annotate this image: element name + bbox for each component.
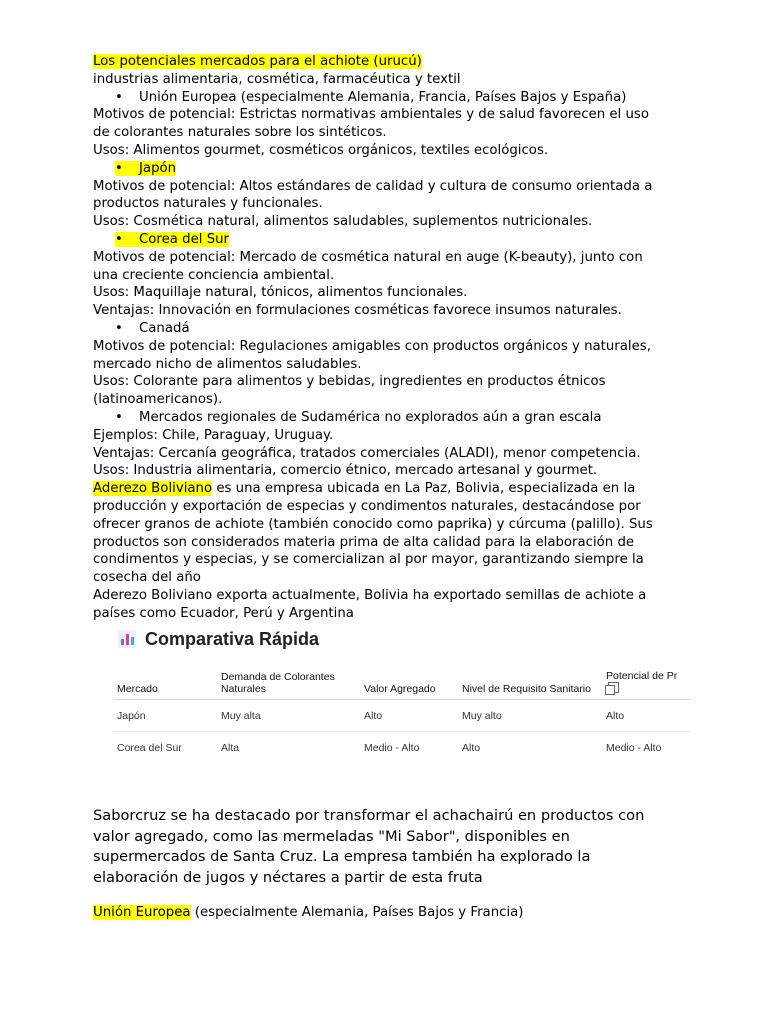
- paragraph-line: Motivos de potencial: Estrictas normativas ambientales y de salud favorecen el uso: [93, 107, 649, 123]
- table-cell: Muy alto: [458, 700, 602, 732]
- paragraph-line: (latinoamericanos).: [93, 392, 223, 408]
- paragraph-line: Motivos de potencial: Regulaciones amigables con productos orgánicos y naturales,: [93, 338, 651, 354]
- document-body: [93, 53, 703, 623]
- paragraph-line: Usos: Cosmética natural, alimentos saludables, suplementos nutricionales.: [93, 214, 593, 230]
- bullet-dot-icon: •: [115, 409, 123, 425]
- paragraph-line: países como Ecuador, Perú y Argentina: [93, 605, 354, 621]
- bullet-dot-icon: •: [115, 160, 123, 176]
- table-cell: Alto: [602, 700, 691, 732]
- table-row: [113, 732, 691, 764]
- paragraph-line: mercado nicho de alimentos saludables.: [93, 356, 362, 372]
- bullet-dot-icon: •: [115, 231, 123, 247]
- paragraph-line: productos naturales y funcionales.: [93, 196, 323, 212]
- paragraph-line: Aderezo Boliviano es una empresa ubicada en La Paz, Bolivia, especializada en la: [93, 481, 636, 497]
- paragraph-line: productos son considerados materia prima de alta calidad para la elaboración de: [93, 534, 635, 550]
- paragraph-line: Usos: Industria alimentaria, comercio étnico, mercado artesanal y gourmet.: [93, 463, 598, 479]
- table-cell: Medio - Alto: [606, 741, 662, 754]
- saborcruz-paragraph: [93, 806, 703, 888]
- comparison-title: Comparativa Rápida: [118, 627, 319, 651]
- table-cell: Corea del Sur: [117, 741, 182, 754]
- column-header: Nivel de Requisito Sanitario: [458, 665, 602, 700]
- table-cell: Medio - Alto: [364, 741, 420, 754]
- column-header: Valor Agregado: [360, 665, 458, 700]
- doc-heading: Los potenciales mercados para el achiote (urucú): [93, 54, 422, 69]
- paragraph-line: Ejemplos: Chile, Paraguay, Uruguay.: [93, 427, 334, 443]
- paragraph-line: cosecha del año: [93, 570, 201, 586]
- doc-intro: industrias alimentaria, cosmética, farmacéutica y textil: [93, 71, 461, 87]
- column-header: Potencial de Pr: [602, 665, 691, 700]
- bullet-item: • Canadá: [115, 320, 190, 336]
- paragraph-line: Saborcruz se ha destacado por transformar el achachairú en productos con: [93, 807, 645, 824]
- table-cell: Alta: [221, 741, 240, 754]
- paragraph-line: Ventajas: Cercanía geográfica, tratados comerciales (ALADI), menor competencia.: [93, 445, 641, 461]
- bullet-item: • Unión Europea (especialmente Alemania, Francia, Países Bajos y España): [115, 89, 627, 105]
- paragraph-line: Usos: Alimentos gourmet, cosméticos orgánicos, textiles ecológicos.: [93, 142, 549, 158]
- paragraph-line: Ventajas: Innovación en formulaciones cosméticas favorece insumos naturales.: [93, 303, 622, 319]
- column-header: Mercado: [113, 665, 217, 700]
- comparison-table-image: [93, 625, 693, 760]
- paragraph-line: Motivos de potencial: Mercado de cosmética natural en auge (K-beauty), junto con: [93, 249, 643, 265]
- table-header-row: [113, 665, 691, 700]
- paragraph-line: Usos: Colorante para alimentos y bebidas, ingredientes en productos étnicos: [93, 374, 606, 390]
- bullet-dot-icon: •: [115, 89, 123, 105]
- paragraph-line: valor agregado, como las mermeladas "Mi Sabor", disponibles en: [93, 827, 570, 845]
- paragraph-line: supermercados de Santa Cruz. La empresa también ha explorado la: [93, 848, 591, 865]
- table-cell: Japón: [113, 700, 217, 732]
- bullet-item: • Japón: [115, 160, 177, 176]
- paragraph-line: Motivos de potencial: Altos estándares de calidad y cultura de consumo orientada a: [93, 178, 653, 194]
- paragraph-line: de colorantes naturales sobre los sintéticos.: [93, 125, 387, 141]
- region-highlight: Unión Europea: [93, 905, 191, 920]
- company-name-highlight: Aderezo Boliviano: [93, 481, 213, 497]
- paragraph-line: ofrecer granos de achiote (también conocido como paprika) y cúrcuma (palillo). Sus: [93, 516, 653, 532]
- paragraph-line: Aderezo Boliviano exporta actualmente, Bolivia ha exportado semillas de achiote a: [93, 587, 647, 603]
- table-cell: Alto: [360, 700, 458, 732]
- table-cell: Alto: [462, 741, 481, 754]
- table-cell: Muy alta: [217, 700, 360, 732]
- comparison-table: [113, 665, 691, 763]
- paragraph-line: producción y exportación de especias y condimentos naturales, destacándose por: [93, 498, 641, 514]
- copy-icon[interactable]: [608, 682, 619, 693]
- bullet-item: • Mercados regionales de Sudamérica no explorados aún a gran escala: [115, 409, 602, 425]
- paragraph-line: condimentos y especias, y se comercializan al por mayor, garantizando siempre la: [93, 552, 644, 568]
- bar-chart-icon: [118, 630, 136, 648]
- paragraph-line: una creciente conciencia ambiental.: [93, 267, 335, 283]
- table-row: [113, 700, 691, 732]
- bullet-item: • Corea del Sur: [115, 231, 230, 247]
- closing-line: Unión Europea (especialmente Alemania, Países Bajos y Francia): [93, 905, 524, 920]
- paragraph-line: Usos: Maquillaje natural, tónicos, alimentos funcionales.: [93, 285, 468, 301]
- bullet-dot-icon: •: [115, 320, 123, 336]
- column-header: Demanda de Colorantes Naturales: [217, 665, 360, 700]
- paragraph-line: elaboración de jugos y néctares a partir de esta fruta: [93, 868, 483, 886]
